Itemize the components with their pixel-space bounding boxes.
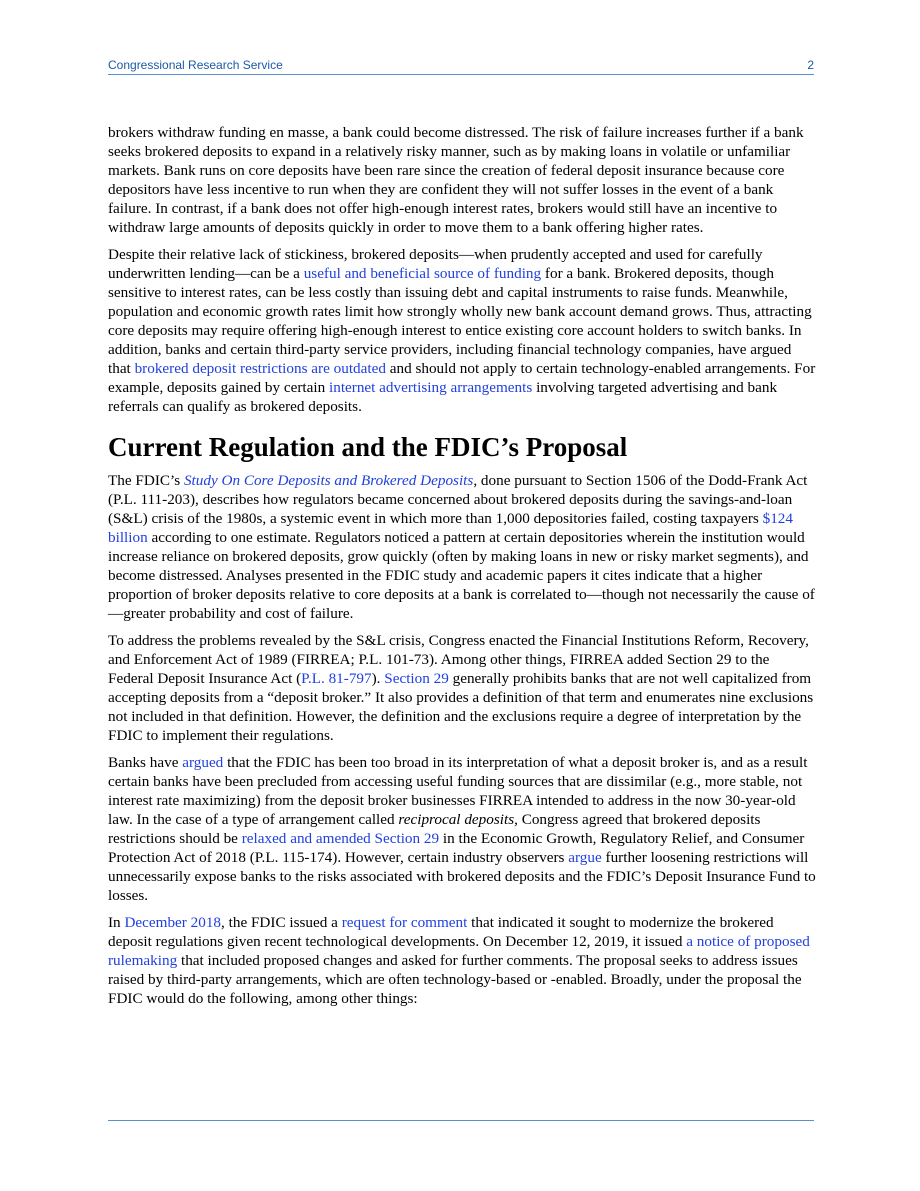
hyperlink[interactable]: December 2018 (124, 914, 222, 931)
text-run: In (108, 914, 125, 931)
text-run: , done pursuant to Section 1506 of the Dodd-Frank Act (P.L. 111-203), describes how regulators became concerned about brokered deposits during the savings-and-loan (S&L) crisis of the 1980s, a systemic event in which more than 1,000 depositories failed, costing taxpayers (108, 472, 808, 527)
hyperlink[interactable]: argued (182, 754, 224, 771)
section-heading: Current Regulation and the FDIC’s Proposal (108, 432, 628, 462)
body-text (108, 123, 816, 1016)
text-run: further loosening restrictions will unnecessarily expose banks to the risks associated with brokered deposits and the FDIC’s Deposit Insurance Fund to losses. (108, 849, 816, 904)
hyperlink[interactable]: internet advertising arrangements (329, 379, 533, 396)
text-run: To address the problems revealed by the S&L crisis, Congress enacted the Financial Institutions Reform, Recovery, and Enforcement Act of 1989 (FIRREA; P.L. 101-73). Among other things, FIRREA added Section 29 to the Federal Deposit Insurance Act ( (108, 632, 809, 687)
hyperlink[interactable]: relaxed and amended Section 29 (241, 830, 440, 847)
text-run: that the FDIC has been too broad in its interpretation of what a deposit broker is, and as a result certain banks have been precluded from accessing useful funding sources that are dissimilar (e.g., more stable, not interest rate maximizing) from the deposit broker businesses FIRREA intended to address in the now 30-year-old law. In the case of a type of arrangement called (108, 754, 808, 828)
hyperlink[interactable]: useful and beneficial source of funding (303, 265, 542, 282)
text-run: The FDIC’s (108, 472, 184, 489)
header-rule (108, 74, 814, 75)
hyperlink[interactable]: $124 billion (108, 510, 793, 546)
text-run: brokers withdraw funding en masse, a bank could become distressed. The risk of failure increases further if a bank seeks brokered deposits to expand in a relatively risky manner, such as by making loans in volatile or unfamiliar markets. Bank runs on core deposits have been rare since the creation of federal deposit insurance because core depositors have less incentive to run when they are confident they will not suffer losses in the event of a bank failure. In contrast, if a bank does not offer high-enough interest rates, brokers would still have an incentive to withdraw large amounts of deposits quickly in order to move them to a bank offering higher rates. (108, 124, 804, 236)
hyperlink[interactable]: P.L. 81-797 (301, 670, 372, 687)
paragraph (108, 123, 816, 237)
paragraph (108, 913, 816, 1008)
text-run: , Congress agreed that brokered deposits restrictions should be (108, 811, 761, 847)
paragraph (108, 753, 816, 905)
italic-text: reciprocal deposits (398, 811, 515, 828)
hyperlink[interactable]: a notice of proposed rulemaking (108, 933, 810, 969)
footer-rule (108, 1120, 814, 1121)
header-org: Congressional Research Service (108, 58, 283, 72)
text-run: that included proposed changes and asked for further comments. The proposal seeks to address issues raised by third-party arrangements, which are often technology-based or -enabled. Broadly, under the proposal the FDIC would do the following, among other things: (108, 952, 802, 1007)
hyperlink[interactable]: brokered deposit restrictions are outdated (134, 360, 386, 377)
running-header (108, 58, 814, 72)
hyperlink[interactable]: Study On Core Deposits and Brokered Deposits (183, 472, 474, 489)
text-run: in the Economic Growth, Regulatory Relief, and Consumer Protection Act of 2018 (P.L. 115-174). However, certain industry observers (108, 830, 805, 866)
text-run: , the FDIC issued a (221, 914, 342, 931)
text-run: for a bank. Brokered deposits, though sensitive to interest rates, can be less costly than issuing debt and capital instruments to raise funds. Meanwhile, population and economic growth rates limit how strongly wholly new bank account demand grows. Thus, attracting core deposits may require offering high-enough interest to entice existing core account holders to switch banks. In addition, banks and certain third-party service providers, including financial technology companies, have argued that (108, 265, 812, 377)
hyperlink[interactable]: request for comment (341, 914, 468, 931)
paragraph (108, 471, 816, 623)
text-run: that indicated it sought to modernize the brokered deposit regulations given recent technological developments. On December 12, 2019, it issued (108, 914, 774, 950)
text-run: and should not apply to certain technology-enabled arrangements. For example, deposits gained by certain (108, 360, 816, 396)
hyperlink[interactable]: argue (568, 849, 602, 866)
paragraph (108, 245, 816, 416)
text-run: involving targeted advertising and bank referrals can qualify as brokered deposits. (108, 379, 778, 415)
page-number: 2 (807, 58, 814, 72)
text-run: Banks have (108, 754, 183, 771)
paragraph (108, 631, 816, 745)
hyperlink[interactable]: Section 29 (384, 670, 449, 687)
text-run: according to one estimate. Regulators noticed a pattern at certain depositories wherein the institution would increase reliance on brokered deposits, grow quickly (often by making loans in new or risky market segments), and become distressed. Analyses presented in the FDIC study and academic papers it cites indicate that a higher proportion of broker deposits relative to core deposits at a bank is correlated to—though not necessarily the cause of—greater probability and cost of failure. (108, 529, 815, 622)
text-run: generally prohibits banks that are not well capitalized from accepting deposits from a “deposit broker.” It also provides a definition of that term and enumerates nine exclusions not included in that definition. However, the definition and the exclusions require a degree of interpretation by the FDIC to implement their regulations. (108, 670, 814, 744)
text-run: Despite their relative lack of stickiness, brokered deposits—when prudently accepted and used for carefully underwritten lending—can be a (108, 246, 763, 282)
text-run: ). (371, 670, 385, 687)
